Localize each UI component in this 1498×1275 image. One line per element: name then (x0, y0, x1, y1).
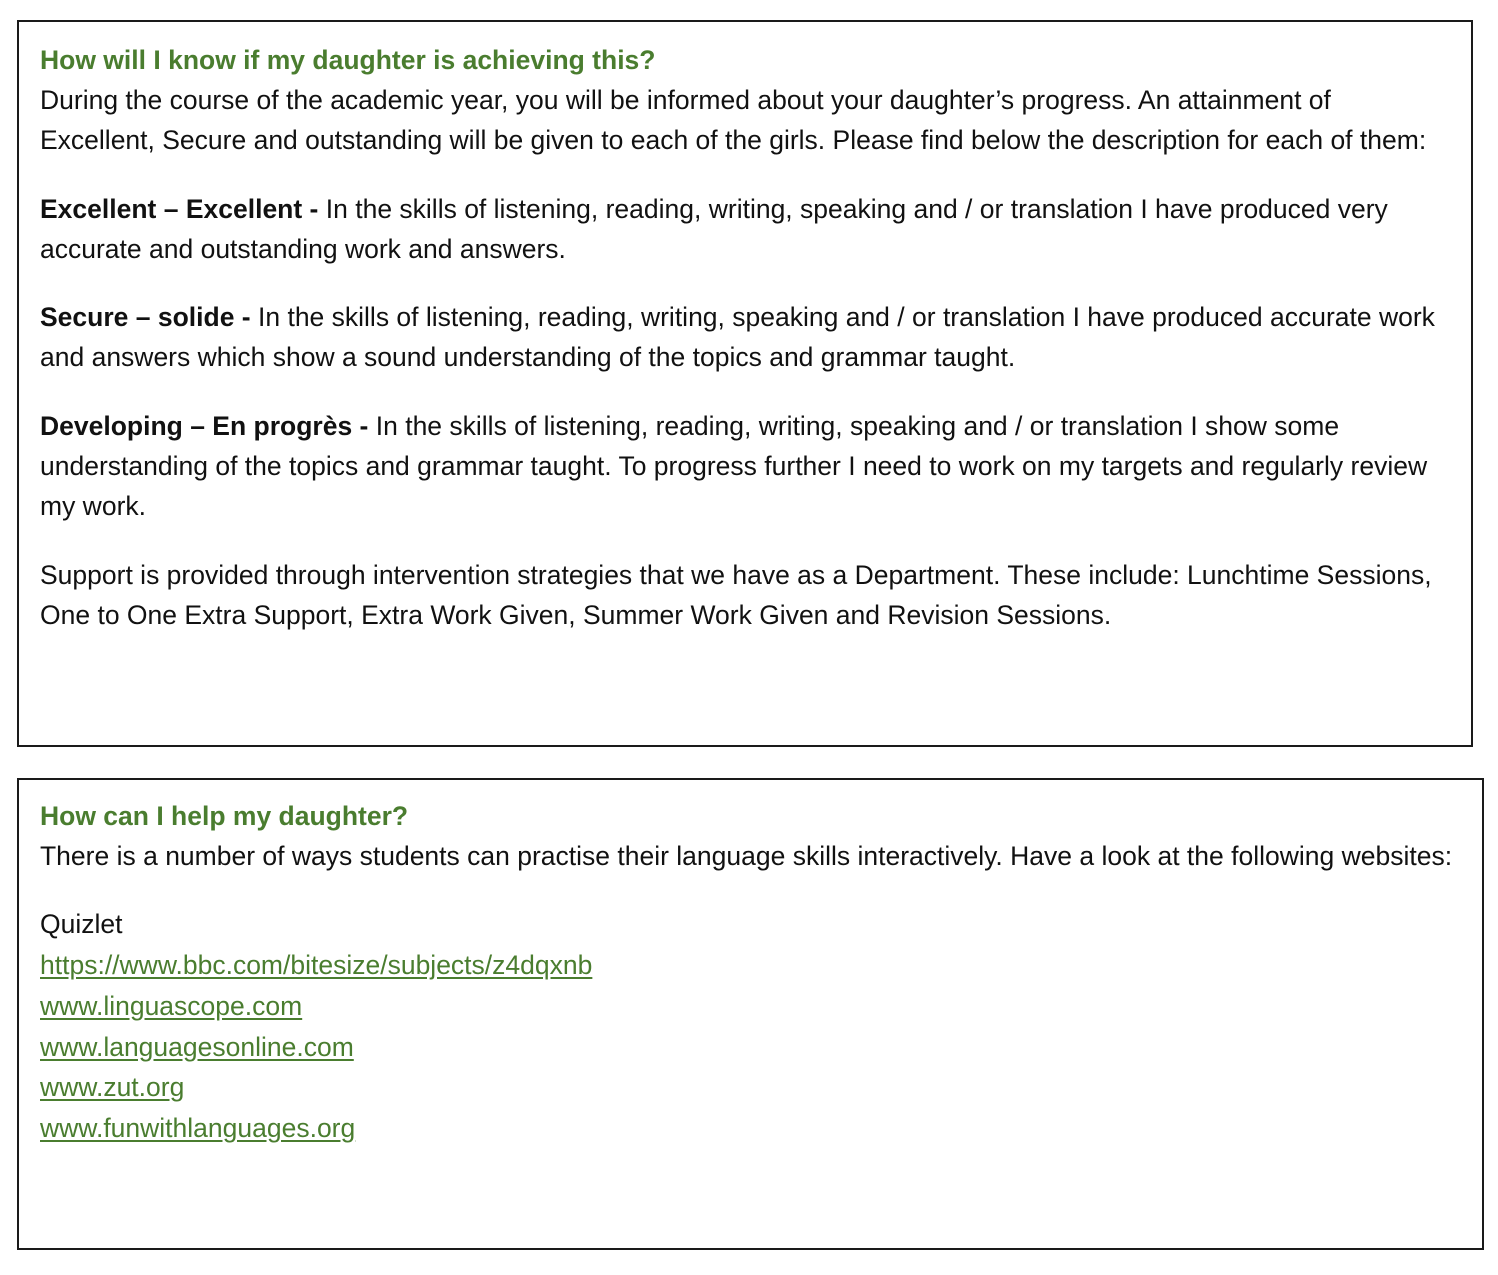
website-item-zut (40, 1067, 1462, 1108)
website-item-linguascope (40, 986, 1462, 1027)
website-item-quizlet: Quizlet (40, 909, 123, 940)
help-section (17, 778, 1484, 1250)
website-item-bbc (40, 945, 1462, 986)
website-list (40, 904, 1462, 1149)
languagesonline-link[interactable]: www.languagesonline.com (40, 1031, 354, 1062)
funwithlanguages-link[interactable]: www.funwithlanguages.org (40, 1113, 356, 1144)
support-paragraph: Support is provided through intervention strategies that we have as a Department. These include: Lunchtime Sessions, One to One Extra Support, Extra Work Given, Summer Work Given and Revision Sessions. (40, 559, 1432, 630)
achieving-intro: During the course of the academic year, you will be informed about your daughter’s progress. An attainment of Excellent, Secure and outstanding will be given to each of the girls. Please find below the description for each of them: (40, 85, 1427, 156)
level-excellent (40, 189, 1451, 270)
bbc-bitesize-link[interactable]: https://www.bbc.com/bitesize/subjects/z4dqxnb (40, 950, 593, 981)
linguascope-link[interactable]: www.linguascope.com (40, 990, 303, 1021)
level-secure-description: In the skills of listening, reading, writing, speaking and / or translation I have produced accurate work and answers which show a sound understanding of the topics and grammar taught. (40, 302, 1435, 373)
level-developing-description: In the skills of listening, reading, writing, speaking and / or translation I show some understanding of the topics and grammar taught. To progress further I need to work on my targets and regularly review my work. (40, 410, 1428, 522)
level-secure (40, 297, 1451, 378)
level-developing (40, 406, 1451, 527)
level-excellent-label: Excellent – Excellent - (40, 193, 319, 224)
website-item-languagesonline (40, 1027, 1462, 1068)
help-heading: How can I help my daughter? (40, 801, 409, 831)
level-secure-label: Secure – solide - (40, 302, 251, 333)
website-item-funwithlanguages (40, 1108, 1462, 1149)
level-excellent-description: In the skills of listening, reading, writing, speaking and / or translation I have produced very accurate and outstanding work and answers. (40, 193, 1388, 264)
zut-link[interactable]: www.zut.org (40, 1072, 185, 1103)
help-intro: There is a number of ways students can practise their language skills interactively. Have a look at the following websites: (40, 841, 1453, 871)
level-developing-label: Developing – En progrès - (40, 410, 369, 441)
achieving-section (17, 20, 1473, 747)
achieving-heading: How will I know if my daughter is achieving this? (40, 45, 656, 75)
